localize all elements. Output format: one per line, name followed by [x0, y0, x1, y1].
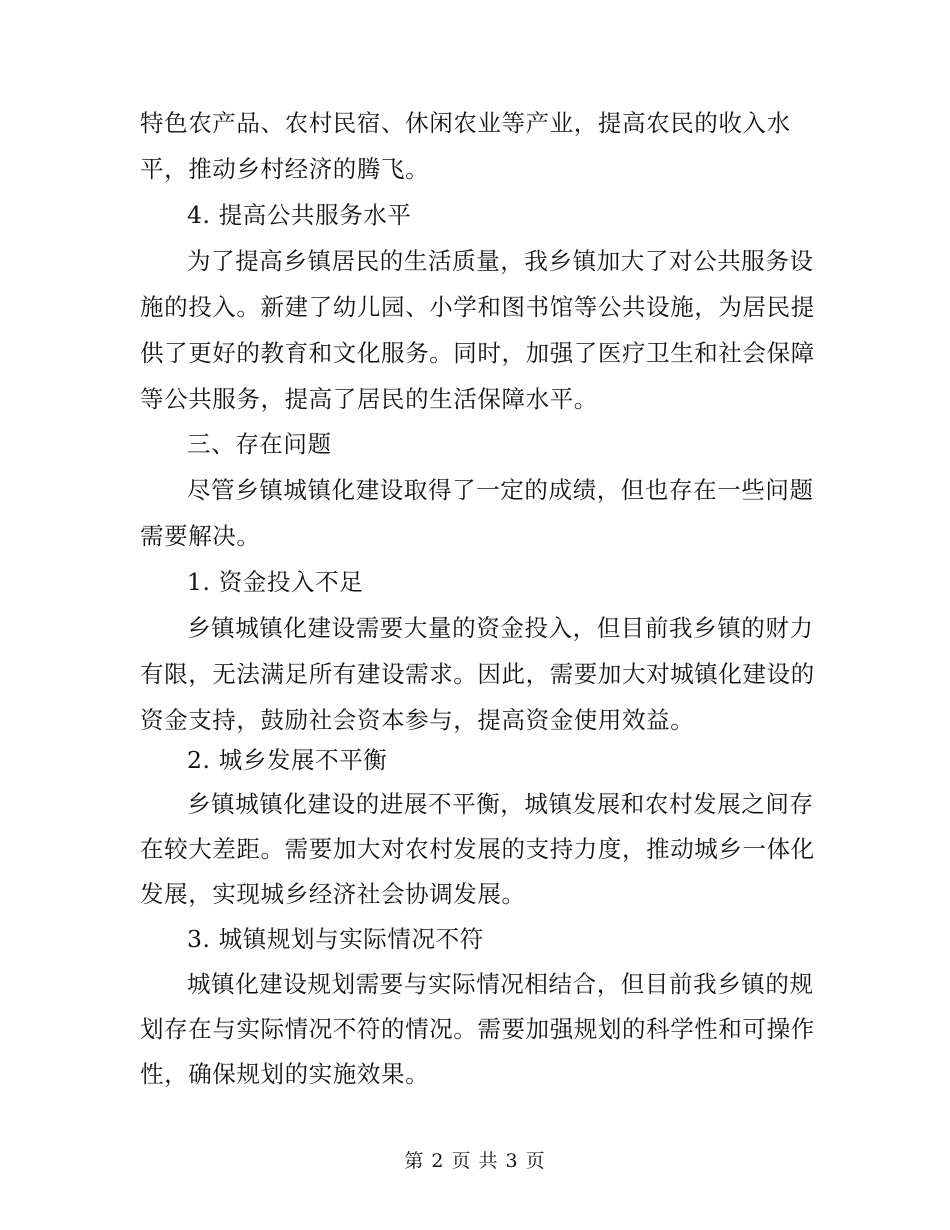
paragraph-line: 在较大差距。需要加大对农村发展的支持力度，推动城乡一体化	[140, 835, 815, 863]
paragraph-line: 资金支持，鼓励社会资本参与，提高资金使用效益。	[140, 706, 695, 734]
page-number-footer: 第 2 页 共 3 页	[404, 1150, 546, 1172]
paragraph-line: 平，推动乡村经济的腾飞。	[140, 155, 430, 183]
section-heading: 1. 资金投入不足	[187, 568, 364, 596]
paragraph-line: 有限，无法满足所有建设需求。因此，需要加大对城镇化建设的	[140, 660, 815, 688]
paragraph-line: 需要解决。	[140, 522, 261, 550]
paragraph-line: 供了更好的教育和文化服务。同时，加强了医疗卫生和社会保障	[140, 339, 815, 367]
section-heading: 2. 城乡发展不平衡	[187, 746, 388, 774]
paragraph-line: 特色农产品、农村民宿、休闲农业等产业，提高农民的收入水	[140, 109, 791, 137]
paragraph-line: 尽管乡镇城镇化建设取得了一定的成绩，但也存在一些问题	[187, 476, 814, 504]
paragraph-line: 发展，实现城乡经济社会协调发展。	[140, 880, 526, 908]
paragraph-line: 城镇化建设规划需要与实际情况相结合，但目前我乡镇的规	[187, 970, 814, 998]
paragraph-line: 性，确保规划的实施效果。	[140, 1060, 430, 1088]
paragraph-line: 划存在与实际情况不符的情况。需要加强规划的科学性和可操作	[140, 1015, 815, 1043]
paragraph-line: 施的投入。新建了幼儿园、小学和图书馆等公共设施，为居民提	[140, 293, 815, 321]
section-heading: 三、存在问题	[187, 430, 332, 458]
paragraph-line: 乡镇城镇化建设需要大量的资金投入，但目前我乡镇的财力	[187, 614, 814, 642]
paragraph-line: 乡镇城镇化建设的进展不平衡，城镇发展和农村发展之间存	[187, 790, 814, 818]
section-heading: 3. 城镇规划与实际情况不符	[187, 925, 484, 953]
paragraph-line: 为了提高乡镇居民的生活质量，我乡镇加大了对公共服务设	[187, 247, 814, 275]
paragraph-line: 等公共服务，提高了居民的生活保障水平。	[140, 385, 598, 413]
section-heading: 4. 提高公共服务水平	[187, 201, 412, 229]
